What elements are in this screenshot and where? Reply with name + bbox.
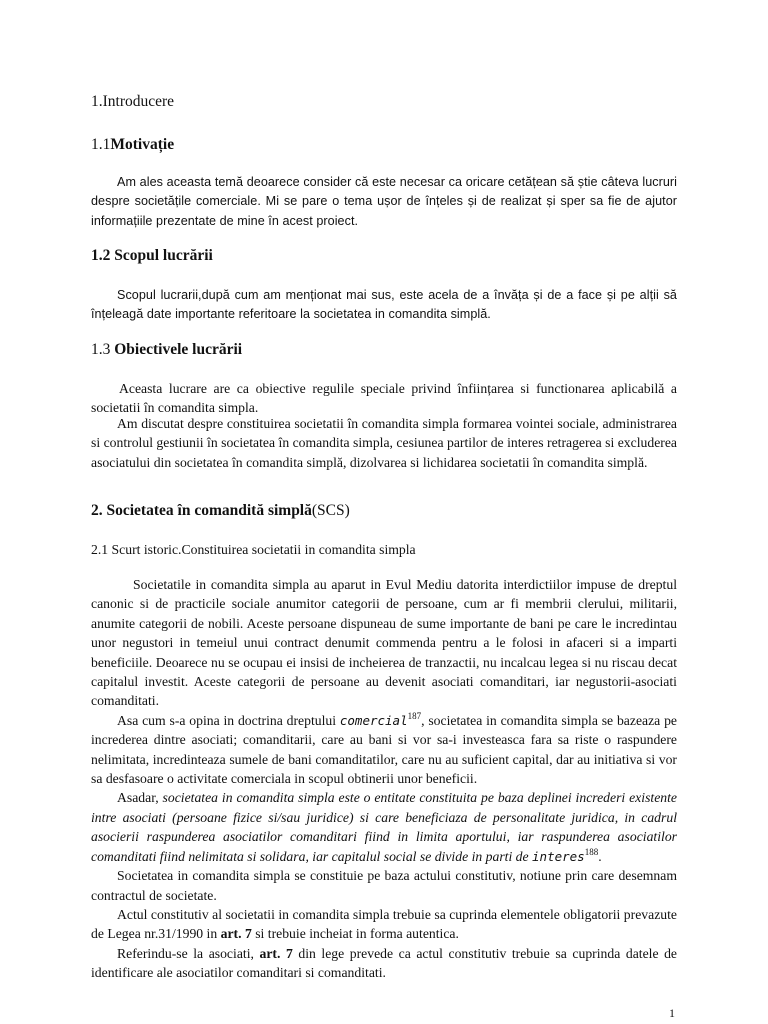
paragraph-definitie — [91, 788, 677, 866]
word-comercial: comercial — [339, 712, 408, 728]
heading-obiective — [91, 340, 677, 360]
art7b-text-end: din lege prevede ca actul constitutiv trebuie sa cuprinda datele de identificare ale asociatilor comanditari si comanditati. — [91, 945, 677, 981]
body-text — [91, 575, 677, 983]
objectives-number: 1.3 — [91, 341, 115, 358]
scs-suffix: (SCS) — [311, 502, 350, 519]
paragraph-act-constitutiv: Societatea in comandita simpla se constituie pe baza actului constitutiv, notiune prin care desemnam contractul de societate. — [91, 868, 677, 903]
art7a-ref: art. 7 — [220, 926, 252, 942]
doctrina-text-end: , societatea in comandita simpla se bazeaza pe increderea dintre asociati; comanditarii, care au bani si vor sa-i investeasca fara sa riste o raspundere nelimitata, incredinteaza sumele de bani comanditatilor, care nu au suficient capital, dar au initiativa si vor sa desfasoare o activitate comerciala in scopul obtinerii unor beneficii. — [91, 712, 677, 787]
paragraph-doctrina — [91, 711, 677, 789]
paragraph-scopul: Scopul lucrarii,după cum am menționat mai sus, este acela de a învăța și de a face și pe alții să înțeleagă date importante referitoare la societatea in comandita simplă. — [91, 288, 677, 322]
definitie-lead: Asadar, — [117, 790, 163, 806]
heading-scopul — [91, 246, 677, 266]
objectives-text-main: Am discutat despre constituirea societatii în comandita simpla formarea vointei sociale, administrarea si controlul gestiunii în societatea în comandita simpla, cesiunea partilor de interes retragerea si excluderea asociatului din societatea în comandita simplă, dizolvarea si lichidarea societatii în comandita simplă. — [91, 416, 677, 470]
heading-scurt-istoric: 2.1 Scurt istoric.Constituirea societatii in comandita simpla — [91, 542, 416, 557]
paragraph-motivatie: Am ales aceasta temă deoarece consider că este necesar ca oricare cetățean să știe câteva lucruri despre societățile comerciale. Mi se pare o tema ușor de înțeles și de realizat și sper sa fie de ajutor informațiile prezentate de mine în acest proiect. — [91, 175, 677, 228]
motivation-title: Motivație — [110, 136, 175, 153]
scs-number: 2. — [91, 502, 107, 519]
paragraph-obiective-1: Aceasta lucrare are ca obiective regulile speciale privind înființarea si functionarea aplicabilă a societatii în comandita simpla. — [91, 381, 677, 416]
art7b-ref: art. 7 — [259, 945, 293, 961]
motivation-number: 1.1 — [91, 136, 111, 153]
definitie-end: . — [598, 848, 602, 864]
page-number: 1 — [669, 1006, 675, 1020]
art7b-text-start: Referindu-se la asociati, — [117, 945, 260, 961]
scope-title: 1.2 Scopul lucrării — [91, 247, 213, 264]
definitie-italic: societatea in comandita simpla este o entitate constituita pe baza deplinei increderi existente intre asociati (persoane fizice si/sau juridice) si care beneficiaza de personalitate juridica, in cadrul asocierii raspunderea asociatilor comanditari fiind in limita aportului, iar raspunderea asociatilor comanditati fiind nelimitata si solidara, iar capitalul social se divide in parti de — [91, 790, 677, 864]
word-interes: interes — [532, 848, 585, 864]
footnote-ref-187: 187 — [407, 710, 422, 721]
heading-introducere: 1.Introducere — [91, 93, 175, 110]
paragraph-art7-b — [91, 944, 677, 983]
art7a-text-start: Actul constitutiv al societatii in comandita simpla trebuie sa cuprinda elementele obligatorii prevazute de Legea nr.31/1990 in — [91, 906, 677, 942]
doctrina-text-start: Asa cum s-a opina in doctrina dreptului — [117, 712, 340, 728]
paragraph-obiective-2 — [91, 414, 677, 472]
heading-scs — [91, 501, 677, 521]
paragraph-art7-a — [91, 905, 677, 944]
heading-motivatie — [91, 135, 677, 155]
objectives-title: Obiectivele lucrării — [114, 341, 243, 358]
scs-title: Societatea în comandită simplă — [106, 502, 312, 519]
paragraph-istoric: Societatile in comandita simpla au aparut in Evul Mediu datorita interdictiilor impuse de dreptul canonic si de practicile sociale anumitor categorii de persoane, cum ar fi membrii clerului, militarii, anumite categorii de nobili. Aceste persoane dispuneau de sume importante de bani pe care le incredintau unor negustori in temeiul unui contract denumit commenda pentru a le folosi in afaceri si a imparti beneficiile. Deoarece nu se ocupau ei insisi de incheierea de tranzactii, nu incalcau legea si nu riscau decat capitalul investit. Aceste categorii de persoane au devenit asociati comanditari, iar negustorii-asociati comanditati. — [91, 577, 677, 709]
art7a-text-end: si trebuie incheiat in forma autentica. — [251, 926, 459, 942]
footnote-ref-188: 188 — [584, 846, 599, 857]
